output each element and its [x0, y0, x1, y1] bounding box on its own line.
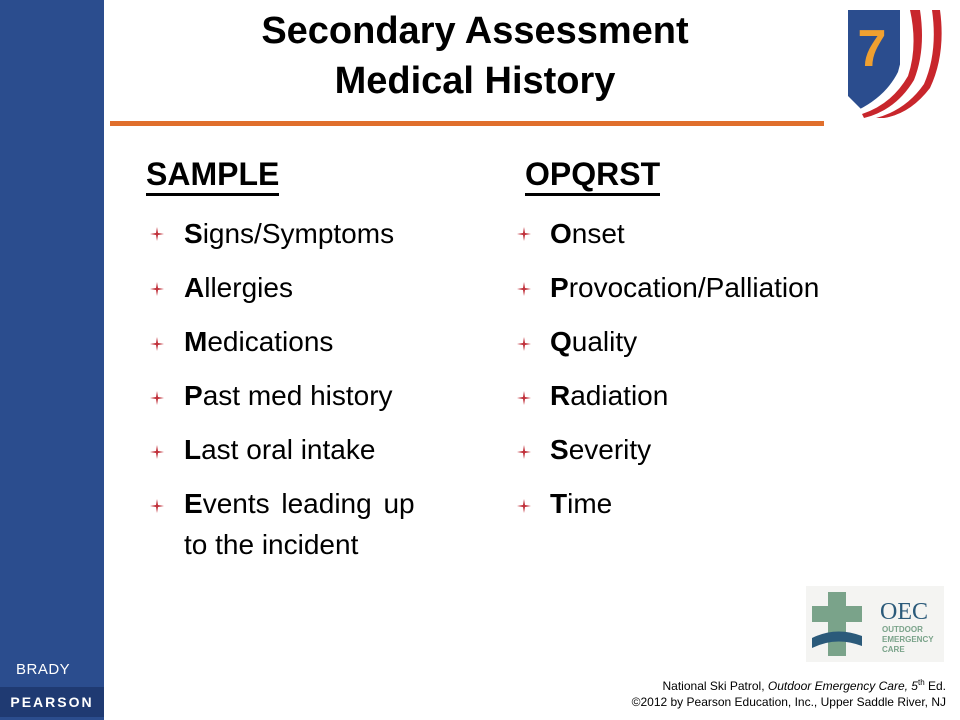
oec-logo: [806, 586, 944, 662]
opqrst-heading: OPQRST: [525, 156, 660, 196]
title-line-1: Secondary Assessment: [261, 10, 689, 52]
credit-line-1: National Ski Patrol, Outdoor Emergency Care, 5th Ed.: [662, 678, 946, 693]
copyright-credit: [486, 675, 946, 710]
title-line-2: Medical History: [334, 60, 616, 102]
badge-number: 7: [857, 20, 887, 78]
opqrst-item-severity: Severity: [550, 434, 652, 465]
opqrst-item-provocation: Provocation/Palliation: [550, 272, 820, 303]
pearson-logo: PEARSON: [0, 687, 104, 717]
chapter-7-badge-icon: [840, 6, 956, 118]
star-bullet-icon: [517, 499, 531, 513]
star-bullet-icon: [150, 445, 164, 459]
oec-tagline-3: CARE: [882, 645, 905, 654]
star-bullet-icon: [517, 337, 531, 351]
oec-wordmark: OEC: [880, 599, 928, 625]
sample-item-signs: Signs/Symptoms: [184, 218, 395, 249]
oec-cross-icon: [806, 586, 944, 662]
sample-item-allergies: Allergies: [184, 272, 293, 303]
opqrst-item-quality: Quality: [550, 326, 638, 357]
opqrst-item-radiation: Radiation: [550, 380, 669, 411]
star-bullet-icon: [150, 337, 164, 351]
star-bullet-icon: [517, 227, 531, 241]
sample-item-events: Events leading up to the incident: [184, 488, 415, 560]
star-bullet-icon: [517, 282, 531, 296]
star-bullet-icon: [150, 499, 164, 513]
opqrst-item-onset: Onset: [550, 218, 625, 249]
sample-item-last-intake: Last oral intake: [184, 434, 376, 465]
sample-heading: SAMPLE: [146, 156, 279, 196]
star-bullet-icon: [150, 391, 164, 405]
sample-item-past-history: Past med history: [184, 380, 393, 411]
star-bullet-icon: [517, 445, 531, 459]
title-underline-rule: [110, 121, 824, 126]
slide-title: [130, 6, 820, 106]
star-bullet-icon: [517, 391, 531, 405]
star-bullet-icon: [150, 282, 164, 296]
oec-tagline-1: OUTDOOR: [882, 625, 923, 634]
sample-item-medications: Medications: [184, 326, 334, 357]
brady-label: BRADY: [16, 661, 71, 678]
left-sidebar: [0, 0, 104, 720]
oec-tagline-2: EMERGENCY: [882, 635, 934, 644]
star-bullet-icon: [150, 227, 164, 241]
opqrst-item-time: Time: [550, 488, 613, 519]
credit-line-2: ©2012 by Pearson Education, Inc., Upper Saddle River, NJ: [631, 695, 946, 709]
